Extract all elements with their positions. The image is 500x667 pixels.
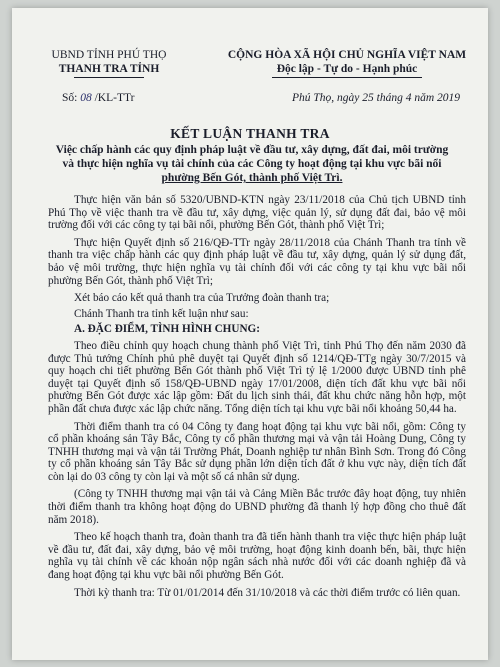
subtitle-line-3 — [42, 171, 462, 185]
document-page — [12, 8, 488, 660]
national-motto: Độc lập - Tự do - Hạnh phúc — [276, 63, 418, 75]
paragraph-inspection-period: Thời kỳ thanh tra: Từ 01/01/2014 đến 31/10/2018 và các thời điểm trước có liên quan. — [74, 586, 461, 599]
paragraph-basis-3: Xét báo cáo kết quả thanh tra của Trưởng đoàn thanh tra; — [74, 292, 330, 305]
document-subtitle — [42, 143, 462, 185]
subtitle-line-1: Việc chấp hành các quy định pháp luật về đầu tư, xây dựng, đất đai, môi trường — [55, 144, 449, 156]
place-and-date: Phú Thọ, ngày 25 tháng 4 năm 2019 — [292, 92, 461, 104]
docno-label: Số: — [62, 92, 78, 104]
subtitle-line-2: và thực hiện nghĩa vụ tài chính của các Công ty hoạt động tại khu vực bãi nổi — [62, 158, 442, 170]
docno-number: 08 — [80, 92, 92, 104]
paragraph-planning: Theo điều chỉnh quy hoạch chung thành phố Việt Trì, tỉnh Phú Thọ đến năm 2030 đã được Thủ tướng Chính phủ phê duyệt tại Quyết định số 1214/QĐ-TTg ngày 30/7/2015 và quy hoạch chi tiết phường Bến Gót thành phố Việt Trì tỷ lệ 1/2000 được UBND tỉnh phê duyệt tại Quyết định số 158/QĐ-UBND ngày 17/01/2008, diện tích đất khu vực bãi nổi phường Bến Gót được xác lập gồm: Đất du lịch sinh thái, đất khu chức năng hỗn hợp, một phần đất chưa được xác lập chức năng. Tổng diện tích tại khu vực bãi nổi khoảng 50,44 ha. — [48, 339, 466, 415]
document-body — [48, 194, 466, 604]
agency-parent: UBND TỈNH PHÚ THỌ — [51, 49, 167, 61]
paragraph-basis-1: Thực hiện văn bản số 5320/UBND-KTN ngày 23/11/2018 của Chủ tịch UBND tỉnh Phú Thọ về việc thanh tra về đầu tư, xây dựng, việc quản lý, sử dụng đất đai, bảo vệ môi trường đối với các công ty tại bãi nổi, phường Bến Gót, thành phố Việt Trì; — [48, 194, 466, 232]
subtitle-line-3-text: phường Bến Gót, thành phố Việt Trì. — [161, 172, 343, 184]
paragraph-conclusion-intro: Chánh Thanh tra tỉnh kết luận như sau: — [74, 307, 249, 320]
document-number — [62, 92, 134, 104]
national-header-block — [212, 48, 482, 78]
paragraph-note: (Công ty TNHH thương mại vận tải và Cảng Miền Bắc trước đây hoạt động, tuy nhiên thời điểm thanh tra không hoạt động do UBND phường đã thanh lý hợp đồng cho thuê đất năm 2018). — [48, 488, 466, 526]
paragraph-inspection-plan: Theo kế hoạch thanh tra, đoàn thanh tra đã tiến hành thanh tra việc thực hiện pháp luật về đầu tư, đất đai, xây dựng, bảo vệ môi trường, hoạt động kinh doanh bến, bãi, thực hiện nghĩa vụ tài chính về các khoản nộp ngân sách nhà nước đối với các doanh nghiệp đã và đang hoạt động tại khu vực bãi nổi phường Bến Gót. — [48, 531, 466, 582]
paragraph-basis-2: Thực hiện Quyết định số 216/QĐ-TTr ngày 28/11/2018 của Chánh Thanh tra tỉnh về thanh tra việc chấp hành các quy định pháp luật về đầu tư, xây dựng, quản lý sử dụng đất, bảo vệ môi trường, thực hiện nghĩa vụ tài chính đối với các công ty tại khu vực bãi nổi phường Bến Gót, thành phố Việt Trì; — [48, 236, 466, 287]
issuing-agency-block — [34, 48, 184, 78]
paragraph-companies: Thời điểm thanh tra có 04 Công ty đang hoạt động tại khu vực bãi nổi, gồm: Công ty cổ phần khoáng sản Tây Bắc, Công ty cổ phần thương mại và vận tải Hoàng Dung, Công ty TNHH thương mại và vận tải Trường Phát, Doanh nghiệp tư nhân Bình Sơn. Trong đó Công ty cổ phần khoáng sản Tây Bắc sử dụng phần lớn diện tích đất ở khu vực này, diện tích đất còn lại do 03 công ty còn lại và một số cá nhân sử dụng. — [48, 420, 466, 483]
motto-underline — [272, 77, 422, 78]
docno-suffix: /KL-TTr — [94, 92, 135, 104]
section-a-heading: A. ĐẶC ĐIỂM, TÌNH HÌNH CHUNG: — [74, 323, 260, 336]
agency-name: THANH TRA TỈNH — [58, 63, 160, 75]
agency-underline — [74, 77, 144, 78]
document-title: KẾT LUẬN THANH TRA — [170, 126, 330, 141]
national-title: CỘNG HÒA XÃ HỘI CHỦ NGHĨA VIỆT NAM — [227, 49, 467, 61]
